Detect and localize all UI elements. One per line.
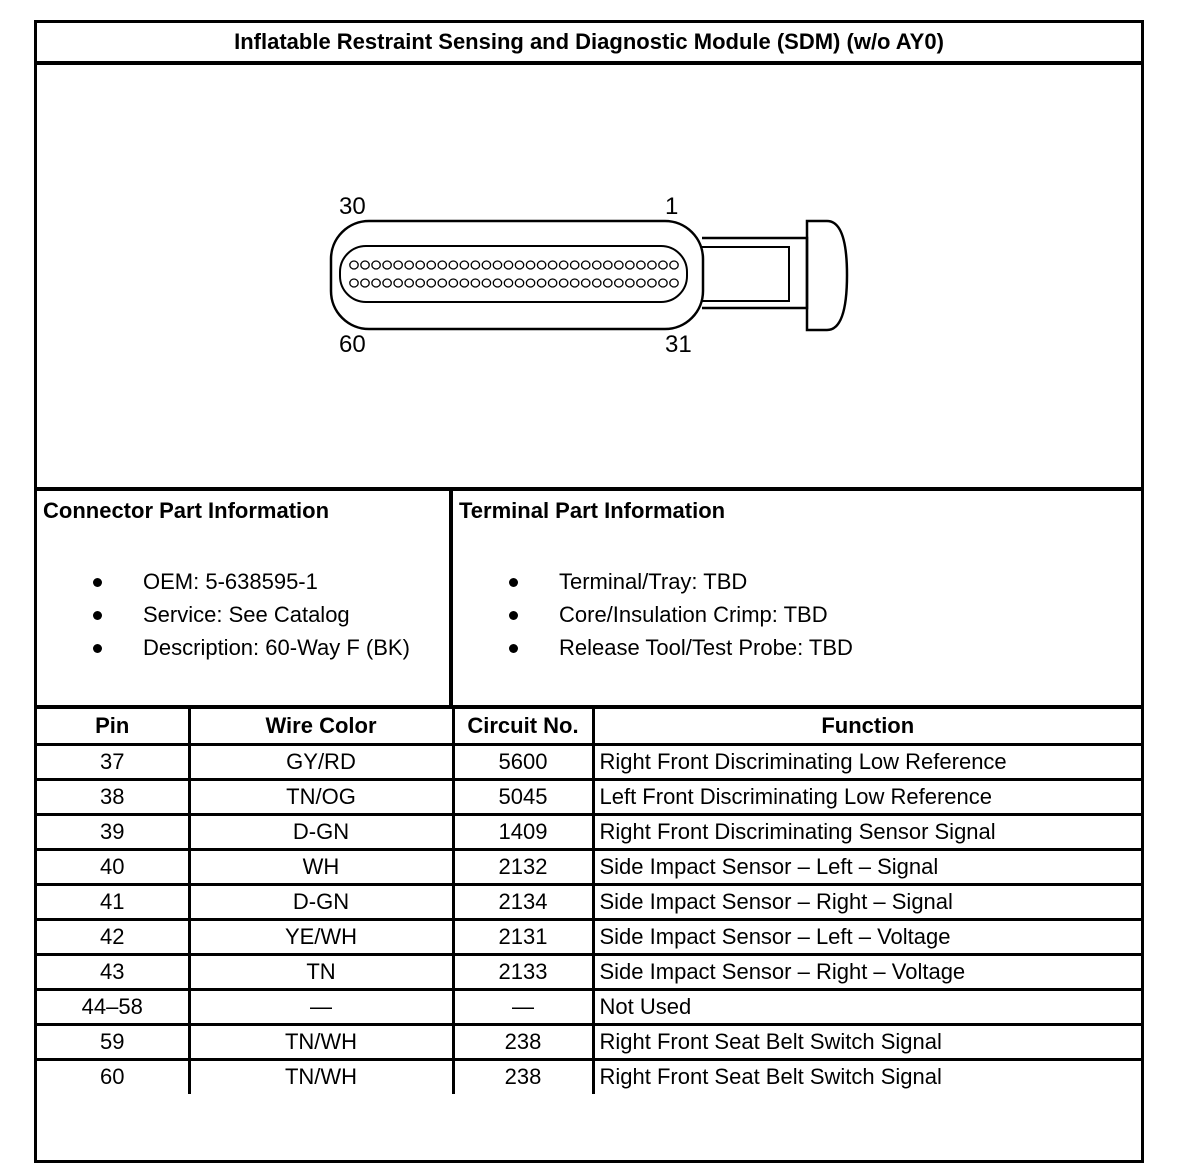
connector-diagram-area xyxy=(37,65,1141,491)
connector-latch-arm xyxy=(702,238,807,308)
pin-hole xyxy=(438,279,446,287)
bullet-icon xyxy=(509,578,518,587)
pin-hole xyxy=(383,279,391,287)
pin-hole xyxy=(460,279,468,287)
pin-hole xyxy=(471,261,479,269)
cell-wire-color: TN/OG xyxy=(189,779,453,814)
pin-hole xyxy=(570,279,578,287)
cell-function: Side Impact Sensor – Right – Voltage xyxy=(593,954,1141,989)
pin-hole xyxy=(537,279,545,287)
bullet-icon xyxy=(93,611,102,620)
table-row xyxy=(37,814,1141,849)
cell-function: Left Front Discriminating Low Reference xyxy=(593,779,1141,814)
bullet-icon xyxy=(93,644,102,653)
header-wire-color: Wire Color xyxy=(189,709,453,744)
bullet-icon xyxy=(93,578,102,587)
cell-wire-color: TN/WH xyxy=(189,1024,453,1059)
table-header-row xyxy=(37,709,1141,744)
list-item: Service: See Catalog xyxy=(37,602,410,635)
pin-hole xyxy=(670,261,678,269)
pin-hole xyxy=(350,279,358,287)
cell-wire-color: — xyxy=(189,989,453,1024)
pin-hole xyxy=(449,279,457,287)
connector-diagram xyxy=(37,65,1141,487)
page-title: Inflatable Restraint Sensing and Diagnostic Module (SDM) (w/o AY0) xyxy=(37,23,1141,65)
pin-hole xyxy=(570,261,578,269)
pin-hole xyxy=(604,279,612,287)
pin-hole xyxy=(582,279,590,287)
pin-hole xyxy=(482,261,490,269)
pin-label-bottom-right: 31 xyxy=(665,331,692,358)
pin-hole xyxy=(394,261,402,269)
pin-table xyxy=(37,709,1141,1094)
pin-hole xyxy=(350,261,358,269)
pin-hole xyxy=(438,261,446,269)
table-row xyxy=(37,884,1141,919)
pin-hole xyxy=(493,261,501,269)
pin-hole xyxy=(526,279,534,287)
cell-function: Right Front Discriminating Low Reference xyxy=(593,744,1141,779)
pin-hole xyxy=(548,261,556,269)
pin-hole xyxy=(416,261,424,269)
pin-hole xyxy=(515,261,523,269)
connector-info-heading: Connector Part Information xyxy=(43,498,330,523)
pin-hole xyxy=(548,279,556,287)
pin-hole xyxy=(372,279,380,287)
table-row xyxy=(37,1059,1141,1094)
pin-hole xyxy=(559,279,567,287)
cell-circuit: 2133 xyxy=(453,954,593,989)
table-row xyxy=(37,1024,1141,1059)
cell-wire-color: TN xyxy=(189,954,453,989)
list-item: Terminal/Tray: TBD xyxy=(453,569,853,602)
list-item: Release Tool/Test Probe: TBD xyxy=(453,635,853,668)
cell-circuit: 1409 xyxy=(453,814,593,849)
cell-pin: 37 xyxy=(37,744,189,779)
pin-hole xyxy=(427,261,435,269)
pin-label-top-left: 30 xyxy=(339,193,366,220)
pin-hole xyxy=(526,261,534,269)
connector-body-outer xyxy=(331,221,703,329)
terminal-part-info xyxy=(453,491,1141,705)
table-row xyxy=(37,989,1141,1024)
cell-wire-color: D-GN xyxy=(189,814,453,849)
cell-circuit: 5045 xyxy=(453,779,593,814)
table-row xyxy=(37,779,1141,814)
pin-label-top-right: 1 xyxy=(665,193,679,220)
terminal-info-list xyxy=(453,569,853,668)
bullet-icon xyxy=(509,611,518,620)
cell-circuit: 2134 xyxy=(453,884,593,919)
cell-pin: 38 xyxy=(37,779,189,814)
cell-wire-color: YE/WH xyxy=(189,919,453,954)
pin-hole xyxy=(637,279,645,287)
cell-pin: 43 xyxy=(37,954,189,989)
pin-hole xyxy=(493,279,501,287)
list-item: Core/Insulation Crimp: TBD xyxy=(453,602,853,635)
pin-hole xyxy=(482,279,490,287)
connector-part-info xyxy=(37,491,453,705)
pin-hole xyxy=(626,261,634,269)
pin-hole xyxy=(416,279,424,287)
pin-hole xyxy=(593,279,601,287)
pin-hole xyxy=(394,279,402,287)
pin-hole xyxy=(626,279,634,287)
connector-info-list xyxy=(37,569,410,668)
pin-hole xyxy=(460,261,468,269)
list-item: Description: 60-Way F (BK) xyxy=(37,635,410,668)
cell-pin: 44–58 xyxy=(37,989,189,1024)
pin-hole xyxy=(504,261,512,269)
table-row xyxy=(37,954,1141,989)
cell-circuit: 2132 xyxy=(453,849,593,884)
pin-hole xyxy=(593,261,601,269)
part-info-section xyxy=(37,491,1141,709)
pin-hole xyxy=(659,261,667,269)
pin-hole xyxy=(405,279,413,287)
pin-hole xyxy=(405,261,413,269)
table-row xyxy=(37,919,1141,954)
cell-function: Right Front Discriminating Sensor Signal xyxy=(593,814,1141,849)
pin-hole xyxy=(670,279,678,287)
cell-pin: 42 xyxy=(37,919,189,954)
cell-wire-color: TN/WH xyxy=(189,1059,453,1094)
pin-hole xyxy=(361,261,369,269)
pin-hole xyxy=(449,261,457,269)
table-row xyxy=(37,849,1141,884)
cell-function: Right Front Seat Belt Switch Signal xyxy=(593,1059,1141,1094)
pin-label-bottom-left: 60 xyxy=(339,331,366,358)
cell-circuit: 238 xyxy=(453,1024,593,1059)
pin-hole xyxy=(372,261,380,269)
pin-hole xyxy=(537,261,545,269)
connector-latch-inner xyxy=(702,247,789,301)
cell-function: Side Impact Sensor – Right – Signal xyxy=(593,884,1141,919)
cell-circuit: 238 xyxy=(453,1059,593,1094)
cell-wire-color: D-GN xyxy=(189,884,453,919)
connector-body-inner xyxy=(340,246,687,302)
pin-hole xyxy=(648,279,656,287)
cell-circuit: 5600 xyxy=(453,744,593,779)
cell-wire-color: WH xyxy=(189,849,453,884)
cell-pin: 60 xyxy=(37,1059,189,1094)
pin-hole xyxy=(659,279,667,287)
pin-hole xyxy=(604,261,612,269)
header-function: Function xyxy=(593,709,1141,744)
list-item: OEM: 5-638595-1 xyxy=(37,569,410,602)
pin-hole xyxy=(471,279,479,287)
pin-hole xyxy=(504,279,512,287)
cell-circuit: — xyxy=(453,989,593,1024)
connector-latch-tab xyxy=(807,221,847,330)
cell-function: Right Front Seat Belt Switch Signal xyxy=(593,1024,1141,1059)
cell-pin: 59 xyxy=(37,1024,189,1059)
pin-hole xyxy=(582,261,590,269)
cell-wire-color: GY/RD xyxy=(189,744,453,779)
cell-function: Not Used xyxy=(593,989,1141,1024)
pin-hole xyxy=(615,279,623,287)
cell-pin: 39 xyxy=(37,814,189,849)
pin-hole xyxy=(648,261,656,269)
connector-sheet xyxy=(34,20,1144,1163)
pin-holes xyxy=(350,261,678,287)
pin-hole xyxy=(637,261,645,269)
header-circuit: Circuit No. xyxy=(453,709,593,744)
cell-function: Side Impact Sensor – Left – Voltage xyxy=(593,919,1141,954)
cell-function: Side Impact Sensor – Left – Signal xyxy=(593,849,1141,884)
bullet-icon xyxy=(509,644,518,653)
cell-pin: 40 xyxy=(37,849,189,884)
table-row xyxy=(37,744,1141,779)
terminal-info-heading: Terminal Part Information xyxy=(459,498,726,523)
cell-pin: 41 xyxy=(37,884,189,919)
cell-circuit: 2131 xyxy=(453,919,593,954)
pin-hole xyxy=(427,279,435,287)
pin-hole xyxy=(383,261,391,269)
pin-hole xyxy=(515,279,523,287)
pin-hole xyxy=(361,279,369,287)
pin-hole xyxy=(615,261,623,269)
header-pin: Pin xyxy=(37,709,189,744)
pin-hole xyxy=(559,261,567,269)
